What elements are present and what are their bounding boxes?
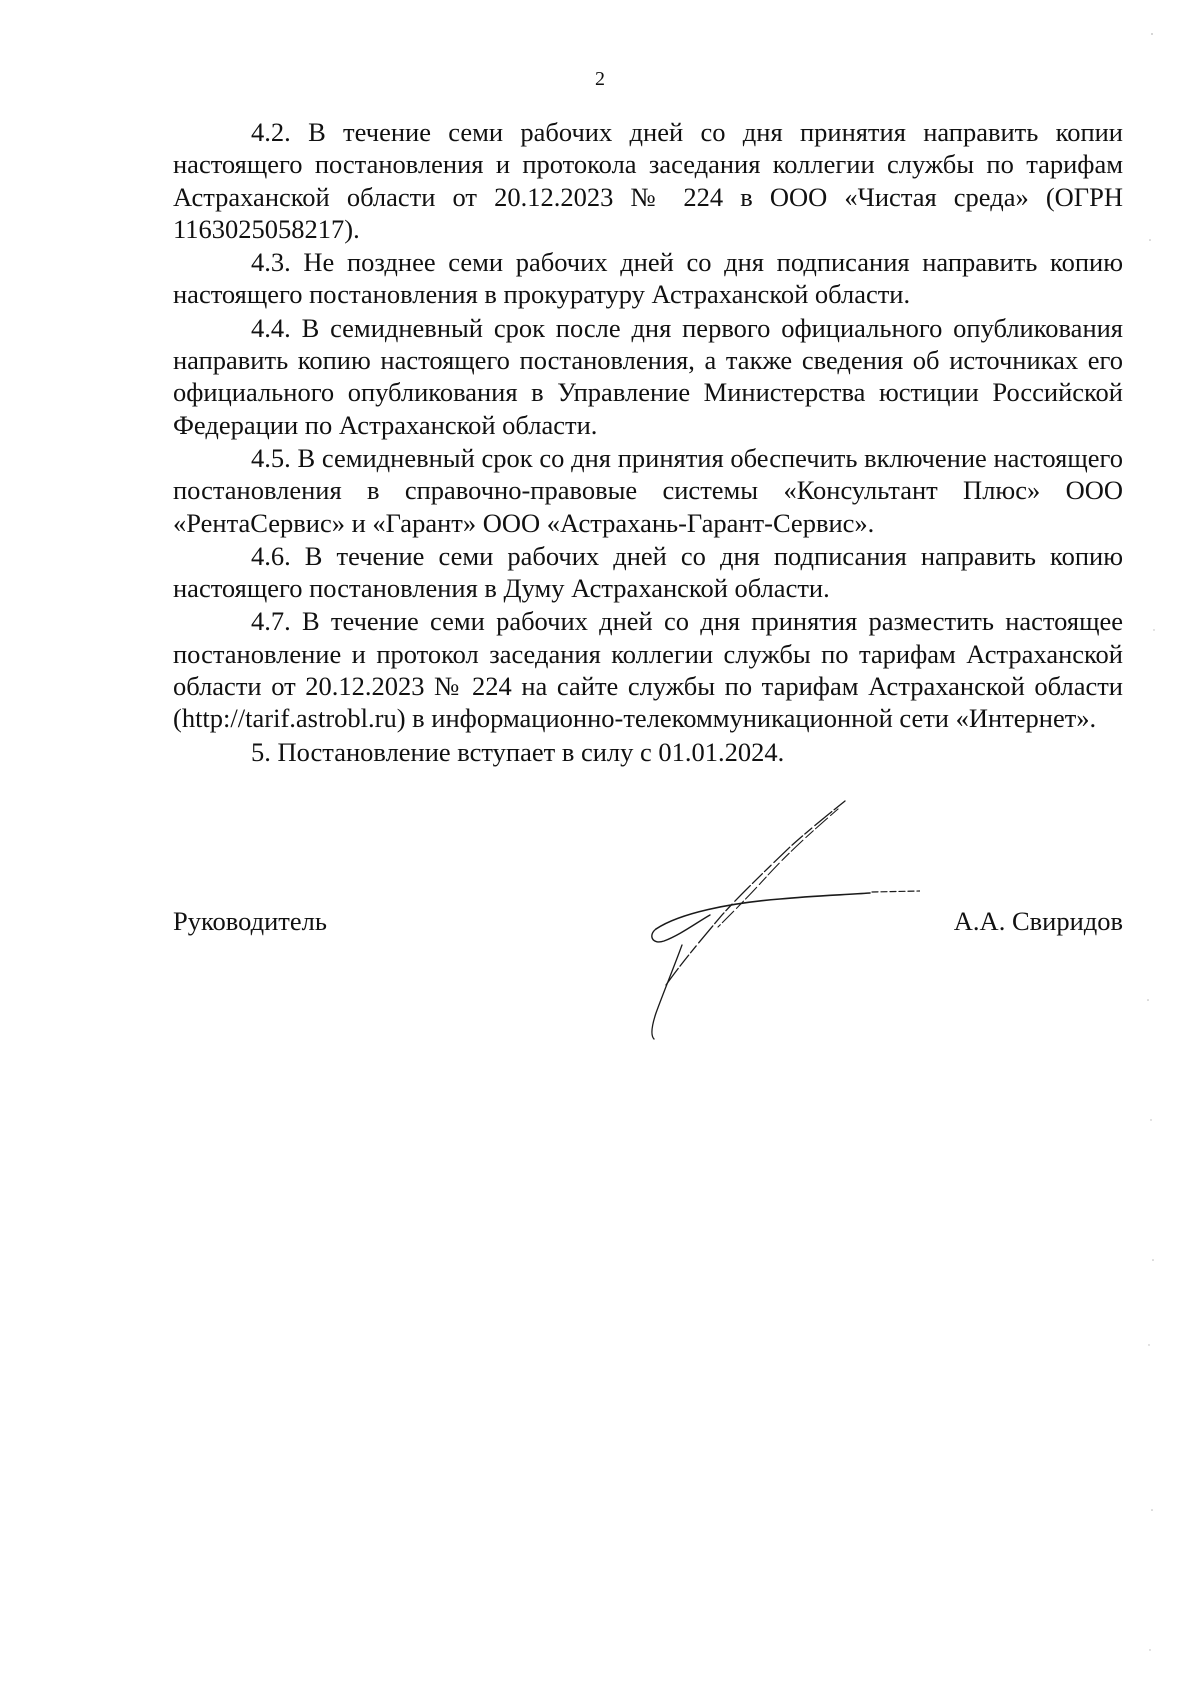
paragraph-4-6: 4.6. В течение семи рабочих дней со дня подписания направить копию настоящего постановления в Думу Астраханской области. <box>173 540 1123 604</box>
paragraph-4-2: 4.2. В течение семи рабочих дней со дня принятия направить копии настоящего постановления и протокола заседания коллегии службы по тарифам Астраханской области от 20.12.2023 № 224 в ООО «Чистая среда» (ОГРН 1163025058217). <box>173 117 1123 244</box>
signature-stroke-dashes <box>872 891 920 892</box>
paragraph-4-4: 4.4. В семидневный срок после дня первого официального опубликования направить копию настоящего постановления, а также сведения об источниках его официального опубликования в Управление Министерства юстиции Российской Федерации по Астраханской области. <box>173 312 1123 440</box>
signature-stroke-tail <box>652 945 682 1039</box>
paragraph-4-3: 4.3. Не позднее семи рабочих дней со дня подписания направить копию настоящего постановления в прокуратуру Астраханской области. <box>173 247 1123 310</box>
scan-artifacts <box>1140 0 1160 1697</box>
signer-position: Руководитель <box>173 906 327 936</box>
signer-name: А.А. Свиридов <box>953 906 1123 936</box>
signature-stroke-horizontal <box>656 893 870 929</box>
document-body <box>173 116 1123 769</box>
paragraph-4-7: 4.7. В течение семи рабочих дней со дня принятия разместить настоящее постановление и протокол заседания коллегии службы по тарифам Астраханской области от 20.12.2023 № 224 на сайте службы по тарифам Астраханской области (http://tarif.astrobl.ru) в информационно-телекоммуникационной сети «Интернет». <box>173 606 1123 734</box>
paragraph-4-5: 4.5. В семидневный срок со дня принятия обеспечить включение настоящего постановления в справочно-правовые системы «Консультант Плюс» ООО «РентаСервис» и «Гарант» ООО «Астрахань-Гарант-Сервис». <box>173 442 1123 538</box>
page-number: 2 <box>595 68 605 90</box>
signature-stroke-loop <box>652 915 710 942</box>
signature-stroke-second-diagonal <box>718 809 838 927</box>
handwritten-signature <box>640 795 920 1045</box>
paragraph-5: 5. Постановление вступает в силу с 01.01.2024. <box>251 736 785 767</box>
signature-stroke-long-diagonal <box>666 801 845 985</box>
